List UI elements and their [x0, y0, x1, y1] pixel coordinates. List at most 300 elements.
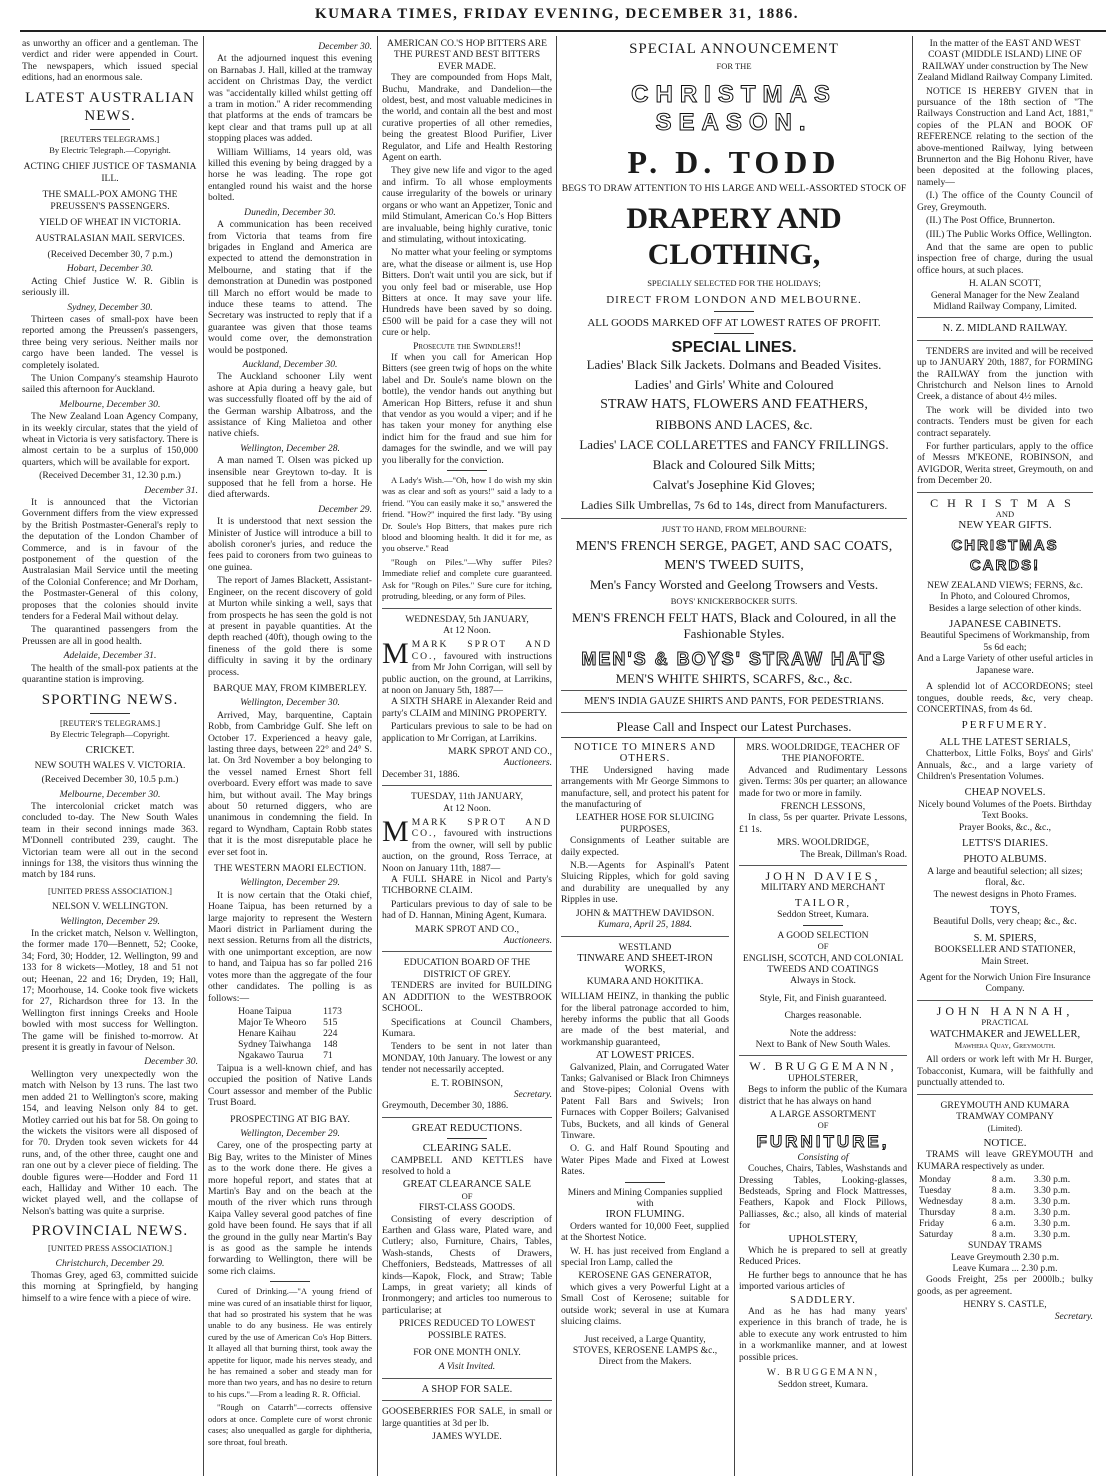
connector: AND	[995, 509, 1015, 520]
separator	[270, 1281, 310, 1282]
ad-heading: NOTICE TO MINERS AND OTHERS.	[574, 742, 716, 765]
ad-heading: GREYMOUTH AND KUMARA TRAMWAY COMPANY	[940, 1099, 1070, 1123]
greymouth-time: 8 a.m.	[991, 1229, 1016, 1241]
ad-line: WESTLAND	[618, 941, 672, 953]
paragraph: TRAMS will leave GREYMOUTH and KUMARA respectively as under.	[917, 1149, 1093, 1172]
candidate-name: Hoane Taipua	[238, 1005, 292, 1017]
ad-line: DIRECT FROM LONDON AND MELBOURNE.	[606, 294, 862, 307]
ad-merchant-name: P. D. TODD	[627, 143, 841, 180]
dateline: Wellington, December 29.	[60, 915, 160, 927]
byline: By Electric Telegraph—Copyright.	[50, 728, 170, 739]
paragraph: Thirteen cases of small-pox have been reported among the Preussen's passengers, three being very serious. Neither mails nor cargo have been landed. The vessel is completely isolated.	[22, 313, 198, 371]
ad-heading: KEROSENE GAS GENERATOR,	[578, 1270, 712, 1282]
paragraph: Tenders to be sent in not later than MONDAY, 10th January. The lowest or any tender not necessarily accepted.	[382, 1041, 552, 1076]
paragraph: No matter what your feeling or symptoms are, what the disease or ailment is, use Hop Bitters. Don't wait until you are sick, but if you only feel bad or miserable, use Hop Bitters at once. It may save your life. Hundreds have been saved by so doing. £500 will be paid for a case they will not cure or help.	[382, 247, 552, 339]
ad-line: MILITARY AND MERCHANT	[760, 882, 886, 894]
intro-paragraph: as unworthy an officer and a gentleman. The verdict and rider were appended in Court. The newspapers, which issued special editions, had an enormous sale.	[22, 38, 198, 84]
paragraph: At the adjourned inquest this evening on Barnabas J. Hall, killed at the tramway accident on Christmas Day, the verdict was "accidentally killed whilst getting off a tram in motion." A rider recommending that platforms at the ends of tramcars be kept clear and that trams pull up at all stopping places was added.	[208, 53, 372, 145]
column-rule	[377, 36, 378, 1476]
ad-line: Charges reasonable.	[784, 1010, 862, 1022]
ad-line: BOYS' KNICKERBOCKER SUITS.	[670, 595, 798, 606]
ad-line: UPHOLSTERER,	[787, 1072, 859, 1084]
divider	[561, 690, 907, 691]
auction-date: TUESDAY, 11th JANUARY,	[411, 791, 523, 803]
greymouth-time: 8 a.m.	[991, 1174, 1016, 1186]
paragraph: W. H. has just received from England a special Iron Lamp, called the	[561, 1245, 729, 1269]
candidate-votes: 71	[323, 1049, 333, 1061]
ad-line: RIBBONS AND LACES, &c.	[655, 417, 813, 433]
address: Seddon Street, Kumara.	[777, 909, 869, 921]
ad-heading: AMERICAN CO.'S HOP BITTERS ARE THE PUREST AND BEST BITTERS EVER MADE.	[387, 38, 547, 72]
ad-line: Consisting of	[797, 1151, 849, 1163]
paragraph: Consisting of every description of Earthen and Glass ware, Plated ware, and Cutlery; also, Furniture, Chairs, Tables, Wash-stands, Chests of Drawers, Cheffoniers, Bedsteads, Mattresses of all kinds—Kapok, Flock, and Straw; Table Lamps, in great variety; all kinds of Ironmongery; and articles too numerous to particularise; at	[382, 1213, 552, 1316]
paragraph: Couches, Chairs, Tables, Washstands and Dressing Tables, Looking-glasses, Bedsteads, Spring and Flock Mattresses, Feathers, Kapok and Flock Pillows, Palliasses, &c.; also, all kinds of material for	[739, 1163, 907, 1232]
divider	[561, 518, 907, 519]
column-news-1	[22, 38, 198, 1474]
paragraph: A man named T. Olsen was picked up insensible near Greytown to-day. It is supposed that he fell from a horse. He died afterwards.	[208, 455, 372, 501]
ad-heading: FIRST-CLASS GOODS.	[418, 1202, 516, 1214]
byline: By Electric Telegraph.—Copyright.	[49, 145, 171, 156]
ad-heading: AT LOWEST PRICES.	[595, 1050, 695, 1062]
kumara-time: 3.30 p.m.	[1033, 1185, 1071, 1197]
ad-line: Ladies' and Girls' White and Coloured	[634, 377, 834, 393]
paragraph: O. G. and Half Round Spouting and Water Pipes Made and Fixed at Lowest Rates.	[561, 1143, 729, 1178]
greymouth-time: 6 a.m.	[991, 1218, 1016, 1230]
dated: Kumara, April 25, 1884.	[597, 919, 693, 931]
ad-line: Men's Fancy Worsted and Geelong Trowsers and Vests.	[589, 576, 879, 592]
paragraph: A SIXTH SHARE in Alexander Reid and party's CLAIM and MINING PROPERTY.	[382, 696, 552, 719]
signature: JAMES WYLDE.	[432, 1431, 502, 1443]
agency-line: [UNITED PRESS ASSOCIATION.]	[48, 885, 172, 896]
ad-heading: JOHN HANNAH,	[936, 1003, 1074, 1018]
candidate-votes: 148	[323, 1038, 338, 1050]
timetable-row	[917, 1174, 1093, 1185]
ad-line: A Visit Invited.	[438, 1361, 496, 1373]
dateline: December 29.	[318, 503, 372, 515]
poll-row	[232, 1028, 348, 1039]
ad-line: Besides a large selection of other kinds.	[928, 602, 1082, 614]
poll-row	[232, 1039, 348, 1050]
auction-notice	[382, 817, 552, 874]
agency-line: [UNITED PRESS ASSOCIATION.]	[48, 1243, 172, 1254]
ad-begs: BEGS TO DRAW ATTENTION TO HIS LARGE AND WELL-ASSORTED STOCK OF	[561, 182, 907, 194]
dateline: Sydney, December 30.	[67, 301, 153, 313]
column-news-2	[208, 38, 372, 1474]
ad-heading: ENGLISH, SCOTCH, AND COLONIAL TWEEDS AND COATINGS	[742, 952, 904, 975]
kumara-time: 3.30 p.m.	[1033, 1218, 1071, 1230]
greymouth-time: 8 a.m.	[991, 1185, 1016, 1197]
dateline: December 30.	[144, 1056, 198, 1068]
day: Wednesday	[919, 1196, 963, 1208]
ad-heading: GREAT CLEARANCE SALE	[402, 1179, 532, 1191]
timetable-row	[917, 1196, 1093, 1207]
divider	[917, 1094, 1093, 1095]
paragraph: "Rough on Catarrh"—corrects offensive odors at once. Complete cure of worst chronic cases; also unequalled as gargle for diphtheria, sore throat, foul breath.	[208, 1402, 372, 1447]
dated: December 31, 1886.	[382, 768, 460, 780]
separator	[90, 129, 130, 130]
ad-heading: IRON FLUMING.	[605, 1209, 685, 1221]
dateline: Hobart, December 30.	[66, 263, 154, 275]
ad-line: Nicely bound Volumes of the Poets. Birthday Text Books.	[918, 798, 1092, 822]
ad-heading: EDUCATION BOARD OF THE DISTRICT OF GREY.	[403, 957, 531, 980]
paragraph: CAMPBELL AND KETTLES have resolved to hold a	[382, 1154, 552, 1177]
paragraph: The Union Company's steamship Hauroto sailed this afternoon for Auckland.	[22, 372, 198, 396]
paragraph: It is now certain that the Otaki chief, Hoane Taipua, has been returned by a large majority to represent the Western Maori district in Parliament during the next session. Returns from all the districts, with one unimportant exception, are now to hand, and Taipua has so far polled 216 votes more than the aggregate of the four other candidates. The polling is as follows:—	[208, 889, 372, 1004]
paragraph: The quarantined passengers from the Preussen are all in good health.	[22, 624, 198, 647]
ad-line: Note the address:	[789, 1027, 857, 1039]
ad-line: Beautiful Specimens of Workmanship, from 5s 6d each;	[920, 630, 1090, 653]
divider	[382, 951, 552, 952]
paragraph: Acting Chief Justice W. R. Giblin is seriously ill.	[22, 275, 198, 299]
ad-line: JUST TO HAND, FROM MELBOURNE:	[661, 524, 807, 535]
poll-row	[232, 1017, 348, 1028]
day: Tuesday	[919, 1185, 952, 1197]
paragraph: Goods Freight, 25s per 2000lb.; bulky goods, as per agreement.	[917, 1274, 1093, 1297]
received-line: (Received December 31, 12.30 p.m.)	[39, 470, 181, 482]
ad-heading: CHRISTMAS	[930, 495, 1080, 510]
ad-line: SPECIALLY SELECTED FOR THE HOLIDAYS;	[647, 277, 821, 288]
ad-line: Ladies Silk Umbrellas, 7s 6d to 14s, direct from Manufacturers.	[580, 498, 888, 513]
paragraph: Chatterbox, Little Folks, Boys' and Girls' Annuals, &c., and a large variety of Children's Presentation Volumes.	[917, 748, 1093, 782]
separator	[447, 470, 487, 471]
paragraph: Orders wanted for 10,000 Feet, supplied at the Shortest Notice.	[561, 1220, 729, 1244]
subheading: Prosecute the Swindlers!!	[413, 340, 521, 352]
paragraph: The report of James Blackett, Assistant-Engineer, on the recent discovery of gold at Murton while sinking a well, says that from prospects he has seen the gold is not at present in payable quantities. At the depth reached (40ft), though owing to the fineness of the gold there is some difficulty in saving it by the ordinary process.	[208, 575, 372, 678]
timetable-row	[917, 1229, 1093, 1240]
ad-line: Prayer Books, &c., &c.,	[958, 821, 1052, 833]
paragraph: WILLIAM HEINZ, in thanking the public for the liberal patronage accorded to him, hereby informs the public that all Goods are made of the best material, and workmanship guaranteed,	[561, 991, 729, 1048]
ad-heading: W. BRUGGEMANN,	[749, 1059, 897, 1074]
ad-line: KUMARA AND HOKITIKA.	[586, 975, 704, 987]
poll-table	[232, 1006, 348, 1061]
paragraph: GOOSEBERRIES FOR SALE, in small or large quantities at 3d per lb.	[382, 1406, 552, 1429]
paragraph: Galvanized, Plain, and Corrugated Water Tanks; Galvanised or Black Iron Chimneys and Stove-pipes; Colonial Ovens with Patent Fall Bars and Swivels; Iron Furnaces with Copper Boilers; Galvanised Tubs, Buckets, and all kinds of General Tinware.	[561, 1061, 729, 1141]
ad-heading: LETTS'S DIARIES.	[962, 837, 1048, 849]
timetable-row	[917, 1207, 1093, 1218]
ad-line: Style, Fit, and Finish guaranteed.	[759, 992, 887, 1004]
paragraph: It is understood that next session the Minister of Justice will introduce a bill to abolish coroner's juries, and reduce the fees paid to coroners from two guineas to one guinea.	[208, 516, 372, 573]
ad-heading: NOTICE.	[983, 1136, 1027, 1149]
received-line: (Received December 30, 10.5 p.m.)	[41, 774, 179, 786]
signature-role: Secretary.	[513, 1088, 552, 1100]
ad-heading: N. Z. MIDLAND RAILWAY.	[942, 323, 1068, 335]
dateline: December 30.	[318, 41, 372, 52]
ad-line: A large and beautiful selection; all sizes; floral, &c.	[927, 865, 1083, 889]
auctioneer-name: MARK SPROT AND CO.,	[411, 817, 552, 840]
candidate-votes: 1173	[323, 1005, 342, 1017]
paragraph: Begs to inform the public of the Kumara district that he has always on hand	[739, 1084, 907, 1107]
ad-furniture: FURNITURE,	[756, 1131, 890, 1151]
ad-heading: PERFUMERY.	[961, 719, 1049, 732]
greymouth-time: 8 a.m.	[991, 1196, 1016, 1208]
paragraph: A communication has been received from Victoria that teams from fire brigades in England and America are expected to attend the demonstration in Melbourne, and stating that if the demonstration at Dunedin was postponed till March no effort would be made to induce these teams to attend. The Secretary was instructed to reply that if a guarantee was given that those teams would come over, the demonstration would be postponed.	[208, 219, 372, 356]
paragraph: The intercolonial cricket match was concluded to-day. The New South Wales team in their second innings made 363. M'Donnell contributed 239, caught. The Victorian team were all out in the second innings for 138, the visitors thus winning the match by 184 runs.	[22, 800, 198, 881]
auction-notice	[382, 639, 552, 696]
dateline: Melbourne, December 30.	[59, 398, 161, 410]
ad-heading: FOR ONE MONTH ONLY.	[413, 1347, 521, 1359]
candidate-name: Henare Kaihau	[238, 1027, 296, 1039]
ad-heading: JOHN DAVIES,	[765, 869, 881, 884]
timetable-row	[917, 1218, 1093, 1229]
paragraph: TENDERS are invited for BUILDING AN ADDITION to the WESTBROOK SCHOOL.	[382, 980, 552, 1015]
paragraph: A Lady's Wish.—"Oh, how I do wish my skin was as clear and soft as yours!" said a lady to a friend. "You can easily make it so," answered the friend. "How?" inquired the first lady. "By using Dr. Soule's Hop Bitters, that makes pure rich blood and blooming health. It did it for me, as you observe." Read	[382, 475, 552, 554]
divider	[917, 492, 1093, 493]
ad-line: MEN'S WHITE SHIRTS, SCARFS, &c., &c.	[615, 671, 853, 687]
ad-line: Just received, a Large Quantity,	[584, 1333, 706, 1345]
paragraph: And that the same are open to public inspection free of charge, during the usual office hours, at such places.	[917, 241, 1093, 276]
ad-heading: MRS. WOOLDRIDGE, TEACHER OF THE PIANOFORTE.	[746, 742, 900, 765]
separator	[714, 333, 754, 334]
heading-provincial: PROVINCIAL NEWS.	[31, 1223, 189, 1240]
column-ads-5	[739, 742, 907, 1474]
paragraph: Thomas Grey, aged 63, committed suicide this morning at Springfield, by hanging himself to a wire fence with a piece of wire.	[22, 1269, 198, 1304]
signature: MARK SPROT AND CO.,	[447, 745, 552, 757]
paragraph: Particulars previous to day of sale to be had of D. Hannan, Mining Agent, Kumara.	[382, 898, 552, 922]
candidate-votes: 224	[323, 1027, 338, 1039]
dated: Greymouth, December 30, 1886.	[382, 1100, 509, 1112]
column-rule	[734, 737, 735, 1476]
ad-for-the: FOR THE	[716, 61, 752, 72]
day: Monday	[919, 1174, 951, 1186]
auction-date: WEDNESDAY, 5th JANUARY,	[405, 613, 529, 625]
ad-heading: CHEAP NOVELS.	[964, 787, 1046, 799]
paragraph: If when you call for American Hop Bitters (see green twig of hops on the white label and Dr. Soule's name blown on the bottle), the vendor hands out anything but American Hop Bitters, refuse it and shun that vendor as you would a viper; and if he has taken your money for anything else indict him for the fraud and sue him for damages for the swindle, and we will pay you liberally for the conviction.	[382, 351, 552, 466]
ad-line: A GOOD SELECTION	[777, 929, 869, 941]
kumara-time: 3.30 p.m.	[1033, 1229, 1071, 1241]
paragraph: They are compounded from Hops Malt, Buchu, Mandrake, and Dandelion—the oldest, best, and most valuable medicines in the world, and contain all the best and most curative properties of all other remedies, being the greatest Blood Purifier, Liver Regulator, and Life and Health Restoring Agent on earth.	[382, 72, 552, 164]
ad-special-announcement: SPECIAL ANNOUNCEMENT	[629, 41, 839, 57]
ad-line: Leave Kumara ... 2.30 p.m.	[952, 1262, 1058, 1274]
auction-text: favoured with instructions from Mr John Corrigan, will sell by public auction, on the ground, at Larrikins, at noon on January 5th, 1887—	[382, 650, 552, 696]
address: Mawhera Quay, Greymouth.	[954, 1040, 1056, 1051]
divider	[382, 1400, 552, 1401]
paragraph: Which he is prepared to sell at greatly Reduced Prices.	[739, 1245, 907, 1268]
paragraph: Advanced and Rudimentary Lessons given. Terms: 30s per quarter; an allowance made for two or more in family.	[739, 764, 907, 799]
connector: OF	[461, 1190, 473, 1201]
kumara-time: 3.30 p.m.	[1033, 1196, 1071, 1208]
dateline: Wellington, December 29.	[240, 1127, 340, 1139]
day: Thursday	[919, 1207, 956, 1219]
ad-line: STRAW HATS, FLOWERS AND FEATHERS,	[600, 397, 868, 413]
signature: HENRY S. CASTLE,	[963, 1299, 1047, 1311]
ad-line: (Limited).	[987, 1122, 1023, 1133]
poll-row	[232, 1006, 348, 1017]
dateline: Christchurch, December 29.	[55, 1257, 165, 1269]
ad-drapery-heading: DRAPERY AND CLOTHING,	[626, 201, 842, 271]
signature: JOHN & MATTHEW DAVIDSON.	[575, 907, 715, 919]
ad-heading: NEW YEAR GIFTS.	[958, 519, 1052, 532]
candidate-name: Sydney Taiwhanga	[238, 1038, 312, 1050]
ad-heading: SADDLERY.	[790, 1294, 856, 1306]
column-rule	[912, 36, 913, 1476]
column-rule	[203, 36, 204, 1476]
subheading: NELSON V. WELLINGTON.	[51, 901, 168, 913]
ad-line: In Photo, and Coloured Chromos,	[940, 591, 1070, 603]
ad-line: MEN'S TWEED SUITS,	[664, 557, 804, 573]
poll-row	[232, 1050, 348, 1061]
paragraph: Carey, one of the prospecting party at Big Bay, writes to the Minister of Mines as to the work done there. He gives a more hopeful report, and states that at Martin's Bay and on the beach at the mouth of the river which runs through Kaipa Valley several good patches of fine gold have been found. He says that if all the ground in the gully near Martin's Bay is as good as the sample he intends forwarding to Wellington, there will be some rich claims.	[208, 1140, 372, 1277]
paragraph: Taipua is a well-known chief, and has occupied the position of Native Lands Court assessor and member of the Public Trust Board.	[208, 1062, 372, 1109]
list-item: (I.) The office of the County Council of Grey, Greymouth.	[917, 190, 1093, 213]
paragraph: Specifications at Council Chambers, Kumara.	[382, 1016, 552, 1039]
divider	[382, 785, 552, 786]
masthead: KUMARA TIMES, FRIDAY EVENING, DECEMBER 31, 1886.	[315, 6, 799, 22]
ad-special-lines: SPECIAL LINES.	[671, 339, 797, 357]
ad-heading: CLEARING SALE.	[422, 1142, 512, 1155]
day: Saturday	[919, 1229, 954, 1241]
ad-line: Agent for the Norwich Union Fire Insurance Company.	[919, 972, 1091, 995]
kumara-time: 3.30 p.m.	[1033, 1207, 1071, 1219]
divider	[917, 340, 1093, 341]
ad-pd-todd	[561, 38, 907, 738]
ad-heading: PRICES REDUCED TO LOWEST POSSIBLE RATES.	[398, 1318, 536, 1341]
divider	[382, 1378, 552, 1379]
subheading: YIELD OF WHEAT IN VICTORIA.	[39, 217, 181, 229]
ad-heading: A SHOP FOR SALE.	[421, 1383, 513, 1395]
ad-heading: PHOTO ALBUMS.	[963, 854, 1047, 866]
signature-role: General Manager for the New Zealand Midland Railway Company, Limited.	[930, 289, 1080, 312]
ad-heading: GREAT REDUCTIONS.	[411, 1121, 523, 1134]
ad-heading: ALL THE LATEST SERIALS,	[939, 736, 1071, 748]
signature: H. ALAN SCOTT,	[968, 278, 1042, 290]
drop-cap: M	[382, 815, 409, 848]
ad-line: Always in Stock.	[790, 975, 856, 987]
signature: MRS. WOOLDRIDGE,	[776, 837, 870, 849]
ad-line: Miners and Mining Companies supplied with	[567, 1186, 723, 1210]
subheading: PROSPECTING AT BIG BAY.	[230, 1113, 350, 1125]
subheading: BARQUE MAY, FROM KIMBERLEY.	[213, 682, 367, 694]
separator	[90, 713, 130, 714]
auction-time: At 12 Noon.	[443, 802, 491, 814]
greymouth-time: 8 a.m.	[991, 1207, 1016, 1219]
received-line: (Received December 30, 7 p.m.)	[47, 248, 173, 260]
paragraph: And as he has had many years' experience in this branch of trade, he is able to execute any work entrusted to him in a workmanlike manner, and at lowest possible prices.	[739, 1306, 907, 1363]
paragraph: In the cricket match, Nelson v. Wellington, the former made 170—Bennett, 52; Cooke, 34; Ford, 30; Hodder, 12. Wellington, 99 and 133 for 8 wickets—Motley, 18 and 51 not out; Heenan, 22 and 16; Dryden, 19; Hall, 17; Moorhouse, 14. Cooke took five wickets for 27, Richardson three for 13. In the Wellington first innings Creeks and Hoole bowled with most success for Wellington. The game will be finished to-morrow. At present it is greatly in favour of Nelson.	[22, 928, 198, 1054]
ad-heading: TAILOR,	[794, 896, 852, 909]
heading-cricket: CRICKET.	[85, 744, 135, 757]
ad-line: PRACTICAL	[981, 1017, 1029, 1028]
paragraph: which gives a very Powerful Light at a Small Cost of Kerosene; suitable for outside work; several in use at Kumara sluicing claims.	[561, 1281, 729, 1328]
ad-christmas-cards: CHRISTMAS CARDS!	[951, 536, 1059, 574]
divider	[917, 1000, 1093, 1001]
auction-time: At 12 Noon.	[443, 624, 491, 636]
paragraph: William Williams, 14 years old, was killed this evening by being dragged by a horse he was leading. The rope got entangled round his waist and the horse bolted.	[208, 146, 372, 204]
signature-role: Auctioneers.	[503, 757, 552, 769]
ad-line: And a Large Variety of other useful articles in Japanese ware.	[917, 653, 1093, 676]
signature: MARK SPROT AND CO.,	[414, 923, 520, 935]
separator	[714, 311, 754, 312]
candidate-name: Major Te Wheoro	[238, 1016, 307, 1028]
signature-role: Secretary.	[1054, 1310, 1093, 1322]
ad-heading: STOVES, KEROSENE LAMPS &c.,	[572, 1344, 718, 1356]
signature: E. T. ROBINSON,	[431, 1077, 503, 1089]
ad-heading: In the matter of the EAST AND WEST COAST (MIDDLE ISLAND) LINE OF RAILWAY under construction by The New Zealand Midland Railway Company Limited.	[917, 38, 1093, 84]
paragraph: Cured of Drinking.—"A young friend of mine was cured of an insatiable thirst for liquor, that had so prostrated his system that he was unable to do any business. He was entirely cured by the use of American Co's Hop Bitters. It allayed all that burning thirst, took away the appetite for liquor, made his nerves steady, and he has remained a sober and steady man for more than two years, and has no desire to return to his cups."—From a leading R. R. Official.	[208, 1286, 372, 1399]
ad-christmas-season: CHRISTMAS SEASON.	[631, 80, 837, 136]
paragraph: Arrived, May, barquentine, Captain Robb, from Cambridge Gulf. She left on October 17. Experienced a heavy gale, lasting three days, between 22° and 24° S. lat. On 3rd November a boy belonging to the vessel named Ernest Short fell overboard. Every effort was made to save him, but without avail. The May brings about 50 returned diggers, who are unanimous in condemning the field. In regard to Wyndham, Captain Robb states that it is the most disreputable place he ever set foot in.	[208, 709, 372, 858]
ad-heading: SUNDAY TRAMS	[967, 1240, 1043, 1252]
column-ads-6	[917, 38, 1093, 1474]
paragraph: The health of the small-pox patients at the quarantine station is improving.	[22, 662, 198, 686]
ad-heading: FRENCH LESSONS,	[780, 801, 866, 813]
address: Seddon street, Kumara.	[777, 1378, 869, 1390]
dateline: Wellington, December 28.	[240, 442, 340, 454]
paragraph: He further begs to announce that he has imported various articles of	[739, 1269, 907, 1293]
paragraph: N.B.—Agents for Aspinall's Patent Sluicing Ripples, which for gold saving and durability are unequalled by any Ripples in use.	[561, 860, 729, 906]
separator	[447, 1138, 487, 1139]
divider	[917, 317, 1093, 318]
kumara-time: 3.30 p.m.	[1033, 1174, 1071, 1186]
divider	[382, 1117, 552, 1118]
divider	[739, 1055, 907, 1056]
divider	[739, 865, 907, 866]
list-item: (III.) The Public Works Office, Wellington.	[926, 228, 1092, 240]
ad-heading: TINWARE AND SHEET-IRON WORKS,	[577, 952, 713, 976]
paragraph: "Rough on Piles."—Why suffer Piles? Immediate relief and complete cure guaranteed. Ask for "Rough on Piles." Sure cure for itching, protruding, bleeding, or any form of Piles.	[382, 556, 552, 602]
ad-heading: UPHOLSTERY,	[788, 1233, 858, 1245]
dateline: Melbourne, December 30.	[59, 788, 161, 800]
ad-line: Please Call and Inspect our Latest Purchases.	[616, 719, 852, 735]
auctioneer-name: MARK SPROT AND CO.,	[411, 639, 552, 662]
day: Friday	[919, 1218, 945, 1230]
dateline: Wellington, December 29.	[240, 877, 340, 889]
ad-line: Ladies' Black Silk Jackets. Dolmans and Beaded Visites.	[586, 357, 882, 373]
paragraph: The work will be divided into two contracts. Tenders must be given for each contract separately.	[917, 404, 1093, 439]
ad-line: Calvat's Josephine Kid Gloves;	[652, 477, 816, 493]
heading-latest-australian: LATEST AUSTRALIAN NEWS.	[25, 89, 195, 124]
ad-line: NEW ZEALAND VIEWS; FERNS, &c.	[927, 579, 1083, 591]
paragraph: Consignments of Leather suitable are daily expected.	[561, 835, 729, 858]
candidate-name: Ngakawo Taurua	[238, 1049, 304, 1061]
agency-line: [REUTERS TELEGRAMS.]	[60, 133, 160, 144]
ad-line: Leave Greymouth 2.30 p.m.	[950, 1251, 1060, 1263]
subheading: THE WESTERN MAORI ELECTION.	[213, 863, 367, 875]
list-item: (II.) The Post Office, Brunnerton.	[926, 215, 1055, 227]
ad-line: Direct from the Makers.	[598, 1356, 692, 1368]
ad-straw-hats: MEN'S & BOYS' STRAW HATS	[581, 649, 887, 670]
dateline: Wellington, December 30.	[240, 697, 340, 709]
column-ads-3	[382, 38, 552, 1474]
dateline: December 31.	[144, 484, 198, 496]
ad-line: Beautiful Dolls, very cheap; &c., &c.	[933, 916, 1077, 928]
heading-sporting: SPORTING NEWS.	[41, 691, 179, 708]
divider	[561, 936, 729, 937]
timetable-row	[917, 1185, 1093, 1196]
address: Main Street.	[981, 955, 1029, 967]
paragraph: A splendid lot of ACCORDEONS; steel tongues, double reeds, &c, very cheap. CONCERTINAS, from 4s 6d.	[917, 681, 1093, 715]
masthead-rule	[20, 30, 1106, 32]
subheading: AUSTRALASIAN MAIL SERVICES.	[35, 233, 185, 245]
paragraph: Particulars previous to sale to be had on application to Mr Corrigan, at Larrikins.	[382, 721, 552, 744]
ad-heading: TOYS,	[990, 905, 1020, 916]
ad-line: MEN'S FRENCH FELT HATS, Black and Coloured, in all the Fashionable Styles.	[571, 610, 897, 642]
ad-line: The newest designs in Photo Frames.	[933, 888, 1077, 900]
paragraph: NOTICE IS HEREBY GIVEN that in pursuance of the 18th section of "The Railways Construction and Land Act, 1881," copies of the PLAN and BOOK OF REFERENCE relating to the section of the above-mentioned Railway, lying between Brunnerton and the Big Hohonu River, have been deposited at the following places, namely—	[917, 85, 1093, 188]
ad-line: Black and Coloured Silk Mitts;	[652, 457, 816, 473]
paragraph: They give new life and vigor to the aged and infirm. To all whose employments cause irregularity of the bowels or urinary organs or who want an Appetizer, Tonic and mild Stimulant, American Co.'s Hop Bitters are invaluable, being highly curative, tonic and stimulating, without intoxicating.	[382, 165, 552, 245]
separator	[803, 925, 843, 926]
ad-line: Ladies' LACE COLLARETTES and FANCY FRILLINGS.	[579, 437, 889, 453]
signature-role: Auctioneers.	[503, 935, 552, 947]
address: Next to Bank of New South Wales.	[755, 1038, 891, 1050]
divider	[382, 608, 552, 609]
ad-heading: WATCHMAKER and JEWELLER,	[929, 1028, 1081, 1040]
ad-heading: LEATHER HOSE FOR SLUICING PURPOSES,	[575, 812, 715, 835]
subheading: THE SMALL-POX AMONG THE PREUSSEN'S PASSENGERS.	[42, 189, 178, 212]
timetable	[917, 1174, 1093, 1240]
subheading: NEW SOUTH WALES V. VICTORIA.	[34, 759, 186, 771]
paragraph: A FULL SHARE in Nicol and Party's TICHBORNE CLAIM.	[382, 874, 552, 897]
